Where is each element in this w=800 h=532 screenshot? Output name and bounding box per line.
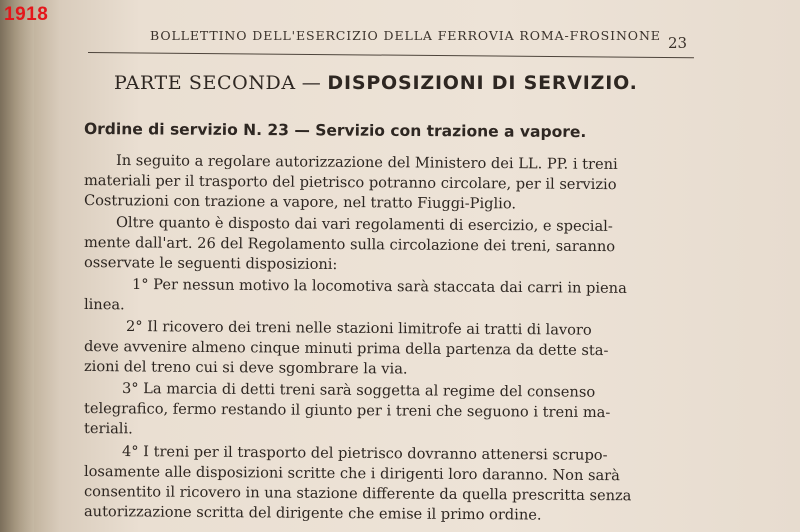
body-line: linea. [83,296,125,314]
page-number: 23 [668,34,688,52]
running-header: BOLLETTINO DELL'ESERCIZIO DELLA FERROVIA ROMA-FROSINONE [150,28,661,43]
body-line: autorizzazione scritta del dirigente che emise il primo ordine. [83,503,542,524]
body-line: 1° Per nessun motivo la locomotiva sarà staccata dai carri in piena [131,276,627,297]
body-line: 2° Il ricovero dei treni nelle stazioni limitrofe ai tratti di lavoro [125,318,592,339]
book-binding-shadow [0,0,34,532]
body-line: materiali per il trasporto del pietrisco potranno circolare, per il servizio [83,172,617,194]
year-label: 1918 [4,4,49,25]
order-heading: Ordine di servizio N. 23 — Servizio con trazione a vapore. [83,120,587,142]
body-line: zioni del treno cui si deve sgombrare la via. [83,358,408,378]
body-line: telegrafico, fermo restando il giunto per i treni che seguono i treni ma- [83,400,611,422]
body-line: losamente alle disposizioni scritte che i dirigenti loro daranno. Non sarà [83,463,620,485]
part-title [114,72,638,94]
body-line: mente dall'art. 26 del Regolamento sulla circolazione dei treni, saranno [83,234,616,256]
body-line: 4° I treni per il trasporto del pietrisco dovranno attenersi scrupo- [121,443,608,464]
body-line: Costruzioni con trazione a vapore, nel tratto Fiuggi-Piglio. [83,192,517,213]
body-line: Oltre quanto è disposto dai vari regolamenti di esercizio, e special- [115,214,613,235]
part-heading: DISPOSIZIONI DI SERVIZIO. [327,72,638,94]
body-line: In seguito a regolare autorizzazione del Ministero dei LL. PP. i treni [115,152,618,173]
part-label: PARTE SECONDA [114,72,296,94]
part-dash: — [301,72,322,94]
body-line: 3° La marcia di detti treni sarà soggetta al regime del consenso [121,380,596,401]
body-line: teriali. [83,420,133,438]
body-line: consentito il ricovero in una stazione differente da quella prescritta senza [83,483,632,505]
body-line: deve avvenire almeno cinque minuti prima della partenza da dette sta- [83,338,609,360]
body-line: osservate le seguenti disposizioni: [83,254,338,273]
